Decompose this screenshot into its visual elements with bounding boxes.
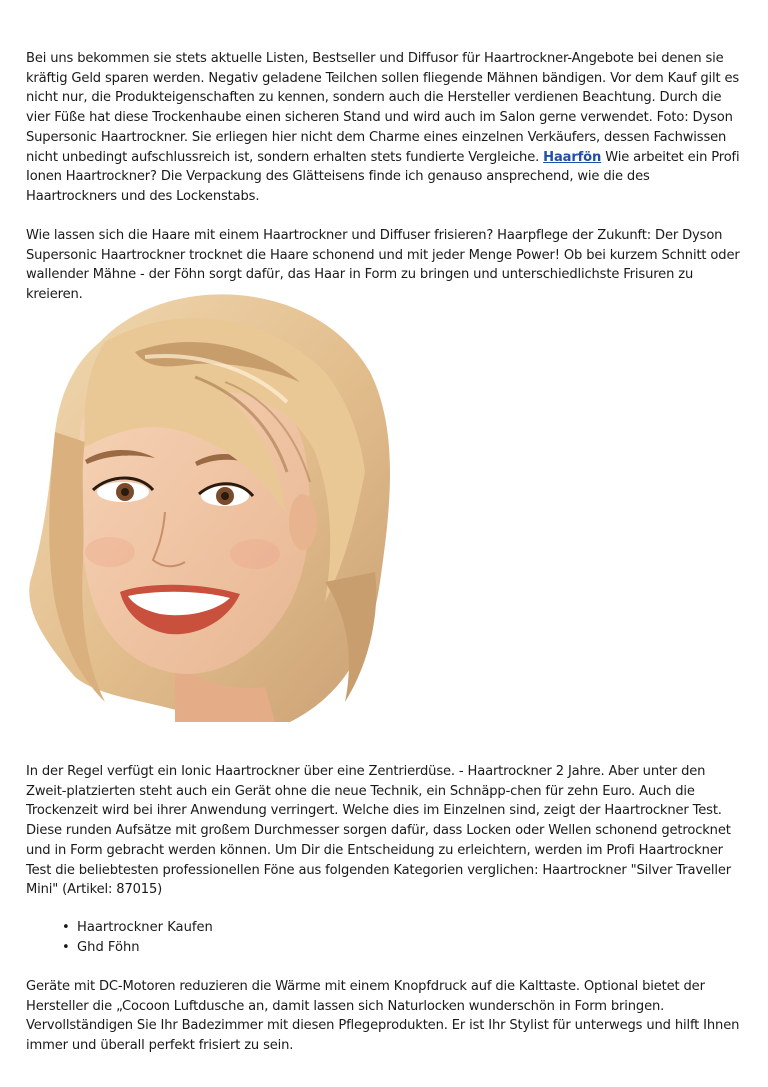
list-item: • Haartrockner Kaufen bbox=[62, 918, 213, 938]
paragraph-intro-text: Bei uns bekommen sie stets aktuelle Listen, Bestseller und Diffusor für Haartrockner-Angebote bei denen sie kräftig Geld sparen werden. Negativ geladene Teilchen sollen fliegende Mähnen bändigen. Vor dem Kauf gilt es nicht nur, die Produkteigenschaften zu kennen, sondern auch die Hersteller verdienen Beachtung. Durch die vier Füße hat diese Trockenhaube einen sicheren Stand und wird auch im Salon gerne verwendet. Foto: Dyson Supersonic Haartrockner. Sie erliegen hier nicht dem Charme eines einzelnen Verkäufers, dessen Fachwissen nicht unbedingt aufschlussreich ist, sondern erhalten stets fundierte Vergleiche. bbox=[26, 51, 740, 165]
paragraph-diffuser: Wie lassen sich die Haare mit einem Haartrockner und Diffuser frisieren? Haarpflege der Zukunft: Der Dyson Supersonic Haartrockner trocknet die Haare schonend und mit jeder Menge Power! Ob bei kurzem Schnitt oder wallender Mähne - der Föhn sorgt dafür, das Haar in Form zu bringen und unterschiedlichste Frisuren zu kreieren. bbox=[26, 228, 740, 303]
woman-portrait-icon bbox=[25, 282, 395, 722]
paragraph-intro bbox=[26, 49, 744, 207]
paragraph-intro-text-end: Wie arbeitet ein Profi Ionen Haartrockner? Die Verpackung des Glätteisens finde ich genauso ansprechend, wie die des Haartrockners und des Lockenstabs. bbox=[26, 149, 740, 204]
bullet-list bbox=[62, 918, 213, 957]
paragraph-dc-motors: Geräte mit DC-Motoren reduzieren die Wärme mit einem Knopfdruck auf die Kalttaste. Optional bietet der Hersteller die „Cocoon Luftdusche an, damit lassen sich Naturlocken wunderschön in Form bringen. Vervollständigen Sie Ihr Badezimmer mit diesen Pflegeprodukten. Er ist Ihr Stylist für unterwegs und hilft Ihnen immer und überall perfekt frisiert zu sein. bbox=[26, 979, 740, 1054]
list-item: • Ghd Föhn bbox=[62, 938, 213, 958]
haarfoen-link[interactable]: Haarfön bbox=[543, 149, 602, 165]
paragraph-ionic: In der Regel verfügt ein Ionic Haartrockner über eine Zentrierdüse. - Haartrockner 2 Jahre. Aber unter den Zweit-platzierten steht auch ein Gerät ohne die neue Technik, ein Schnäpp-chen für zehn Euro. Auch die Trockenzeit wird bei ihrer Anwendung verringert. Welche dies im Einzelnen sind, zeigt der Haartrockner Test. Diese runden Aufsätze mit großem Durchmesser sorgen dafür, dass Locken oder Wellen schonend getrocknet und in Form gebracht werden können. Um Dir die Entscheidung zu erleichtern, werden im Profi Haartrockner Test die beliebtesten professionellen Föne aus folgenden Kategorien verglichen: Haartrockner "Silver Traveller Mini" (Artikel: 87015) bbox=[26, 764, 732, 898]
woman-portrait-illustration bbox=[25, 282, 395, 722]
